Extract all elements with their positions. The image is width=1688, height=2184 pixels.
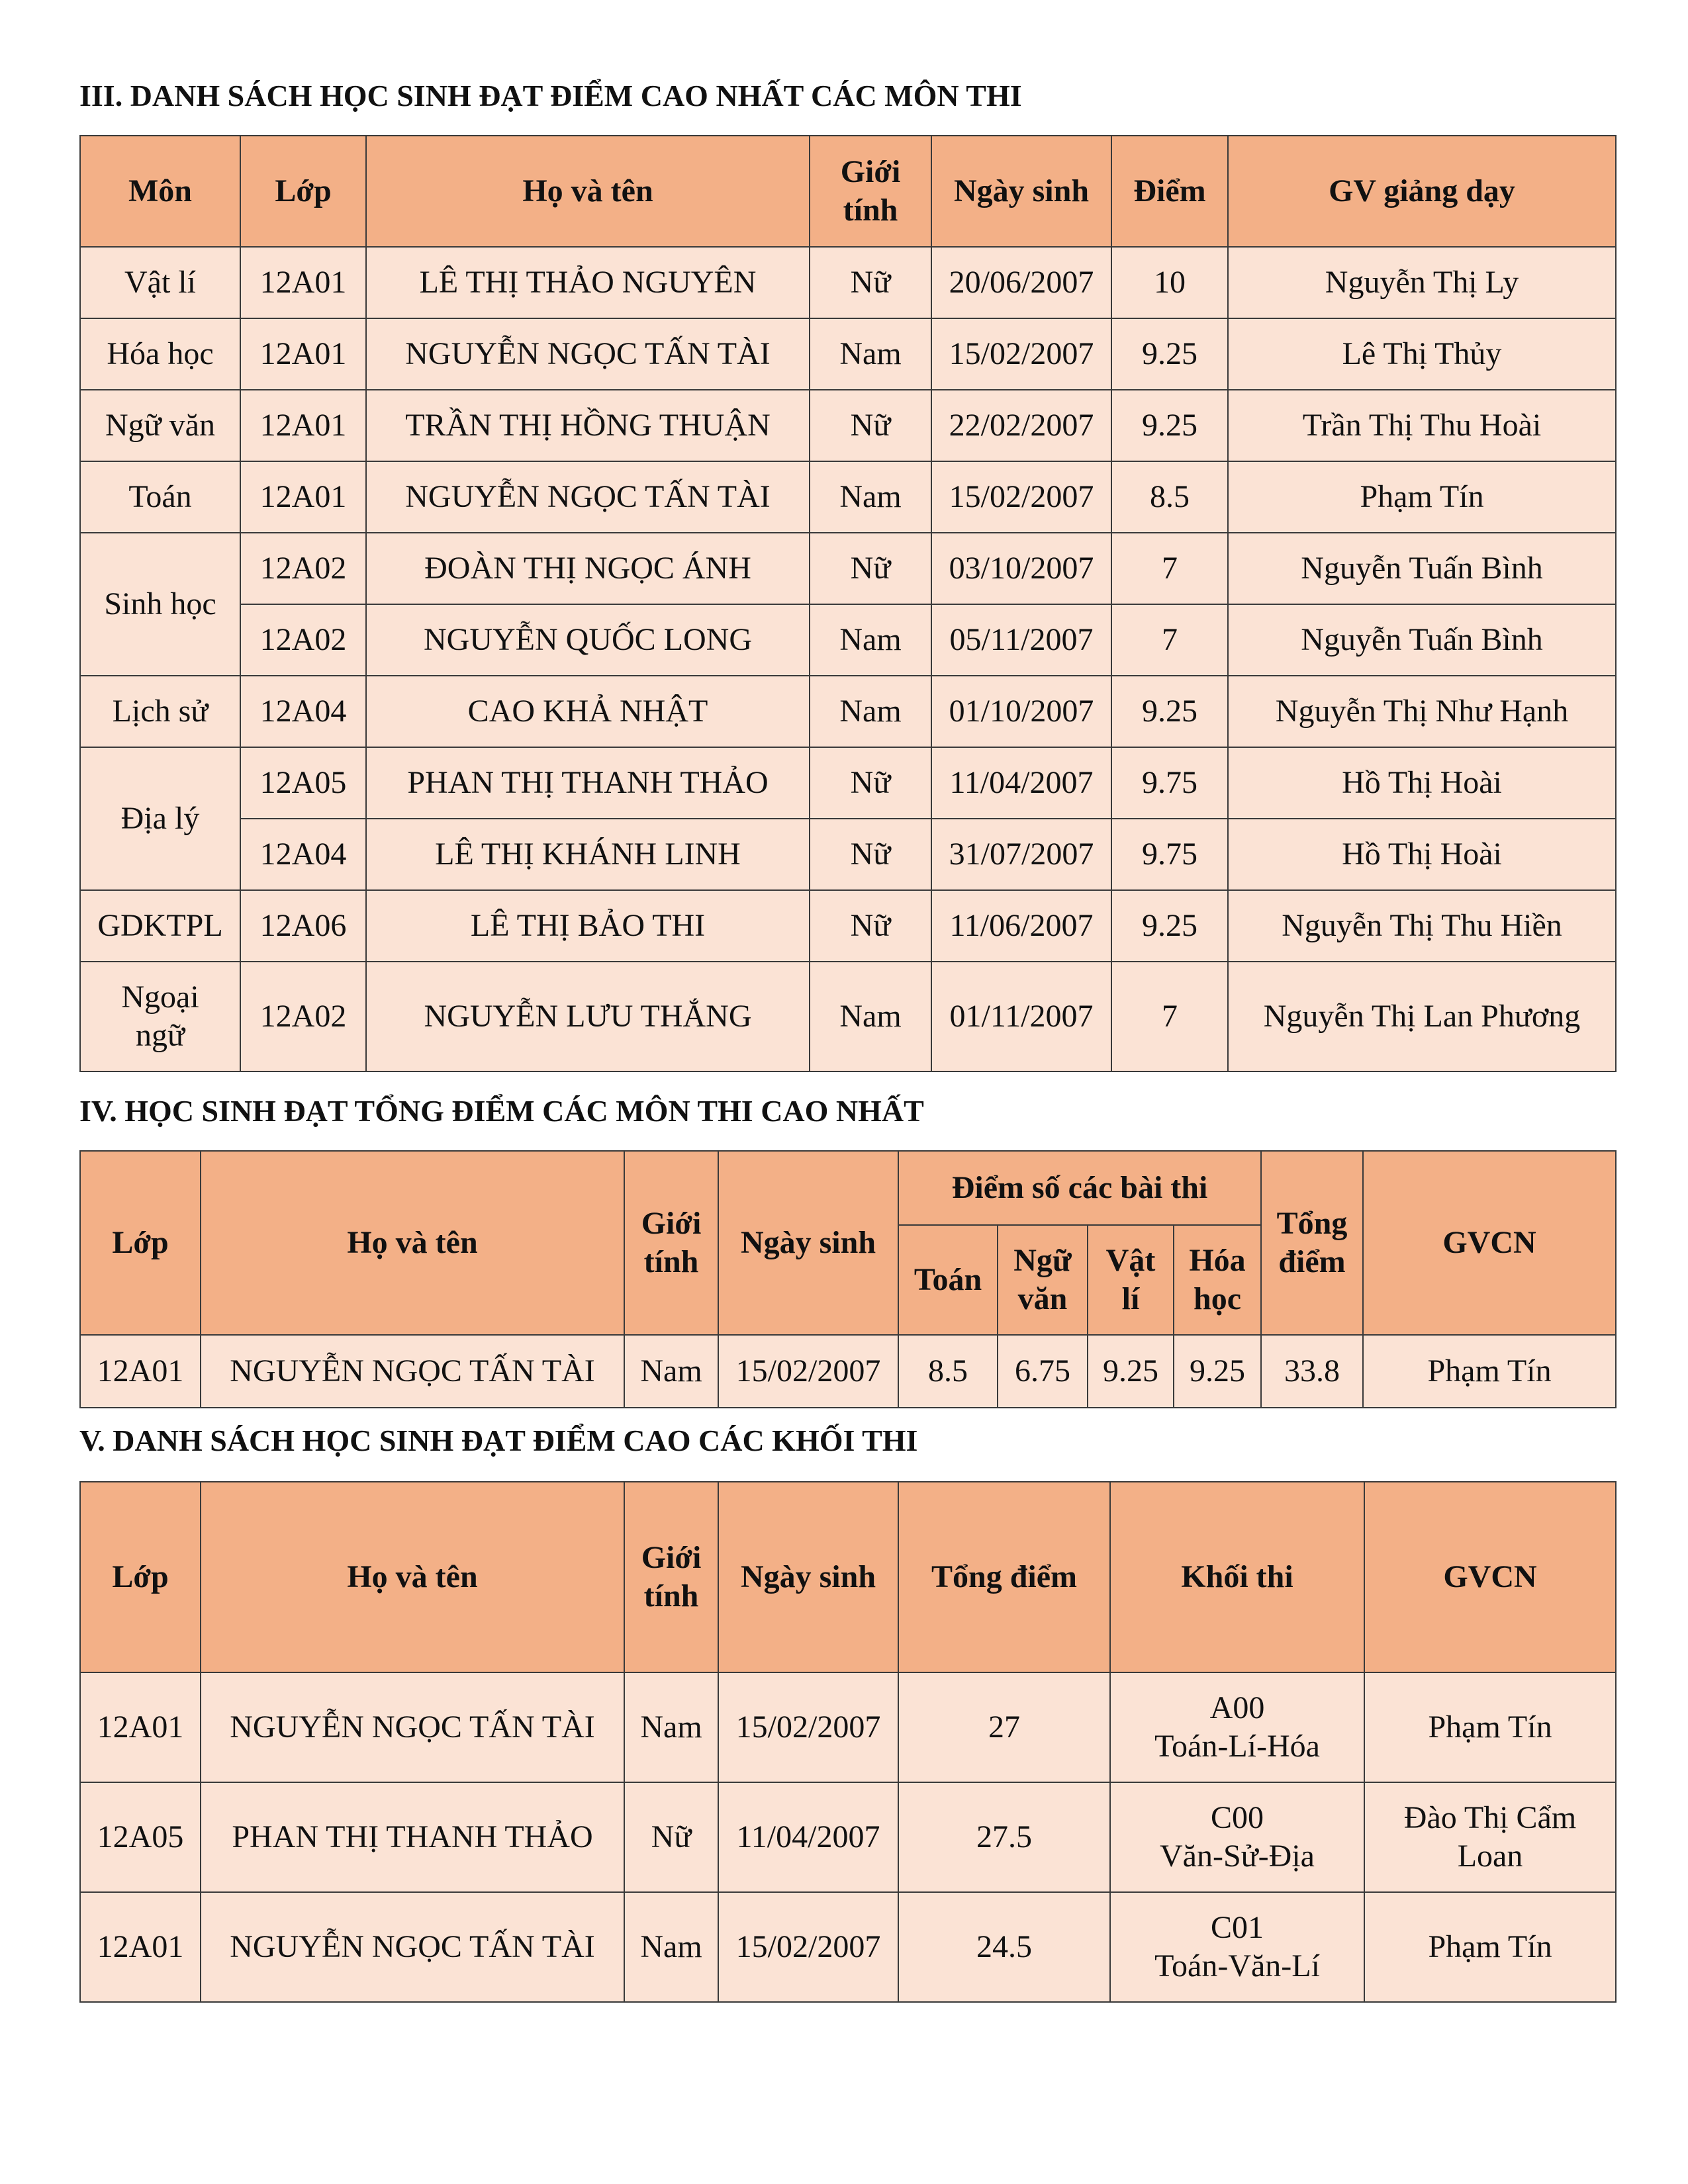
cell-teacher: Trần Thị Thu Hoài — [1228, 390, 1616, 461]
cell-score: 7 — [1111, 604, 1228, 676]
header-dob: Ngày sinh — [931, 136, 1111, 247]
cell-class: 12A01 — [80, 1335, 201, 1408]
header-vat-li-line1: Vật — [1105, 1243, 1156, 1278]
cell-total: 27 — [898, 1672, 1110, 1782]
section-5-title: V. DANH SÁCH HỌC SINH ĐẠT ĐIỂM CAO CÁC KHỐI THI — [79, 1424, 918, 1457]
cell-homeroom-line1: Phạm Tín — [1428, 1929, 1552, 1964]
table-row — [80, 247, 1616, 318]
cell-homeroom-line1: Phạm Tín — [1428, 1709, 1552, 1745]
cell-class: 12A02 — [240, 604, 366, 676]
table-row — [80, 533, 1616, 604]
table-row — [80, 1335, 1616, 1408]
cell-score: 9.25 — [1111, 676, 1228, 747]
table-header-row — [80, 136, 1616, 247]
cell-class: 12A05 — [240, 747, 366, 819]
table-row — [80, 1672, 1616, 1782]
cell-gender: Nữ — [810, 390, 931, 461]
cell-dob: 11/06/2007 — [931, 890, 1111, 962]
cell-name: NGUYỄN NGỌC TẤN TÀI — [366, 461, 810, 533]
cell-gender: Nữ — [624, 1782, 718, 1892]
header-dob: Ngày sinh — [718, 1151, 898, 1335]
top-total-score-table — [79, 1150, 1617, 1408]
header-total-line1: Tổng — [1276, 1206, 1348, 1241]
header-gender-line2: tính — [643, 1578, 699, 1614]
header-total: Tổng điểm — [898, 1482, 1110, 1672]
table-row — [80, 1892, 1616, 2002]
table-header-row — [80, 1151, 1616, 1225]
cell-class: 12A05 — [80, 1782, 201, 1892]
table-row — [80, 461, 1616, 533]
cell-gender: Nữ — [810, 890, 931, 962]
cell-name: LÊ THỊ KHÁNH LINH — [366, 819, 810, 890]
cell-subject: Lịch sử — [80, 676, 240, 747]
cell-teacher: Lê Thị Thủy — [1228, 318, 1616, 390]
cell-block — [1110, 1782, 1364, 1892]
cell-score: 7 — [1111, 962, 1228, 1071]
cell-dob: 15/02/2007 — [718, 1892, 898, 2002]
cell-teacher: Nguyễn Thị Như Hạnh — [1228, 676, 1616, 747]
header-hoa-hoc — [1174, 1225, 1261, 1335]
cell-dob: 05/11/2007 — [931, 604, 1111, 676]
cell-score: 10 — [1111, 247, 1228, 318]
cell-class: 12A04 — [240, 676, 366, 747]
cell-block-code: C01 — [1210, 1910, 1264, 1945]
header-gender — [624, 1482, 718, 1672]
cell-name: PHAN THỊ THANH THẢO — [366, 747, 810, 819]
header-teacher: GV giảng dạy — [1228, 136, 1616, 247]
header-gender — [624, 1151, 718, 1335]
header-gender — [810, 136, 931, 247]
cell-hoa-hoc: 9.25 — [1174, 1335, 1261, 1408]
section-4-title: IV. HỌC SINH ĐẠT TỔNG ĐIỂM CÁC MÔN THI CAO NHẤT — [79, 1094, 924, 1128]
header-hoa-hoc-line2: học — [1194, 1281, 1241, 1316]
cell-score: 9.75 — [1111, 819, 1228, 890]
cell-dob: 15/02/2007 — [718, 1672, 898, 1782]
cell-gender: Nam — [810, 318, 931, 390]
header-name: Họ và tên — [201, 1482, 624, 1672]
cell-gender: Nữ — [810, 533, 931, 604]
cell-score: 9.25 — [1111, 890, 1228, 962]
header-ngu-van — [998, 1225, 1088, 1335]
cell-name: TRẦN THỊ HỒNG THUẬN — [366, 390, 810, 461]
cell-block-code: C00 — [1210, 1800, 1264, 1835]
cell-gender: Nam — [624, 1672, 718, 1782]
cell-subject-line1: Ngoại — [121, 979, 199, 1015]
top-block-scores-table — [79, 1481, 1617, 2003]
cell-subject: Sinh học — [80, 533, 240, 676]
header-block: Khối thi — [1110, 1482, 1364, 1672]
table-header-row — [80, 1482, 1616, 1672]
cell-name: NGUYỄN LƯU THẮNG — [366, 962, 810, 1071]
cell-homeroom — [1364, 1782, 1616, 1892]
cell-subject: Vật lí — [80, 247, 240, 318]
table-row — [80, 676, 1616, 747]
cell-gender: Nam — [624, 1335, 718, 1408]
header-name: Họ và tên — [201, 1151, 624, 1335]
cell-name: PHAN THỊ THANH THẢO — [201, 1782, 624, 1892]
header-ngu-van-line2: văn — [1017, 1281, 1068, 1316]
cell-teacher: Nguyễn Tuấn Bình — [1228, 533, 1616, 604]
header-class: Lớp — [80, 1482, 201, 1672]
cell-teacher: Hồ Thị Hoài — [1228, 819, 1616, 890]
cell-score: 7 — [1111, 533, 1228, 604]
cell-ngu-van: 6.75 — [998, 1335, 1088, 1408]
header-name: Họ và tên — [366, 136, 810, 247]
cell-name: LÊ THỊ BẢO THI — [366, 890, 810, 962]
cell-teacher: Nguyễn Thị Lan Phương — [1228, 962, 1616, 1071]
header-toan: Toán — [898, 1225, 998, 1335]
cell-name: ĐOÀN THỊ NGỌC ÁNH — [366, 533, 810, 604]
header-scores-group: Điểm số các bài thi — [898, 1151, 1261, 1225]
table-row — [80, 747, 1616, 819]
cell-class: 12A01 — [240, 461, 366, 533]
cell-gender: Nam — [810, 461, 931, 533]
cell-name: NGUYỄN NGỌC TẤN TÀI — [366, 318, 810, 390]
cell-score: 9.25 — [1111, 390, 1228, 461]
cell-class: 12A02 — [240, 533, 366, 604]
cell-subject — [80, 962, 240, 1071]
cell-subject: Ngữ văn — [80, 390, 240, 461]
cell-gender: Nữ — [810, 247, 931, 318]
cell-dob: 01/11/2007 — [931, 962, 1111, 1071]
cell-score: 8.5 — [1111, 461, 1228, 533]
cell-name: NGUYỄN NGỌC TẤN TÀI — [201, 1672, 624, 1782]
cell-dob: 03/10/2007 — [931, 533, 1111, 604]
header-class: Lớp — [80, 1151, 201, 1335]
cell-score: 9.75 — [1111, 747, 1228, 819]
header-gender-line1: Giới — [840, 154, 901, 189]
table-row — [80, 604, 1616, 676]
cell-name: NGUYỄN NGỌC TẤN TÀI — [201, 1892, 624, 2002]
table-row — [80, 1782, 1616, 1892]
cell-subject: Toán — [80, 461, 240, 533]
cell-teacher: Nguyễn Tuấn Bình — [1228, 604, 1616, 676]
cell-total: 24.5 — [898, 1892, 1110, 2002]
header-vat-li-line2: lí — [1121, 1281, 1140, 1316]
header-subject: Môn — [80, 136, 240, 247]
header-gender-line2: tính — [643, 1244, 699, 1279]
table-row — [80, 390, 1616, 461]
cell-class: 12A01 — [240, 247, 366, 318]
header-gender-line1: Giới — [641, 1540, 702, 1575]
header-class: Lớp — [240, 136, 366, 247]
cell-total: 33.8 — [1261, 1335, 1363, 1408]
table-row — [80, 819, 1616, 890]
cell-teacher: Hồ Thị Hoài — [1228, 747, 1616, 819]
cell-total: 27.5 — [898, 1782, 1110, 1892]
cell-class: 12A04 — [240, 819, 366, 890]
table-row — [80, 318, 1616, 390]
header-gender-line2: tính — [843, 193, 898, 228]
cell-dob: 11/04/2007 — [931, 747, 1111, 819]
cell-dob: 15/02/2007 — [718, 1335, 898, 1408]
header-ngu-van-line1: Ngữ — [1013, 1243, 1072, 1278]
table-row — [80, 962, 1616, 1071]
cell-class: 12A01 — [80, 1672, 201, 1782]
cell-gender: Nam — [810, 962, 931, 1071]
cell-vat-li: 9.25 — [1088, 1335, 1174, 1408]
cell-block-subjects: Toán-Văn-Lí — [1154, 1948, 1320, 1983]
cell-dob: 20/06/2007 — [931, 247, 1111, 318]
cell-homeroom — [1364, 1672, 1616, 1782]
cell-class: 12A06 — [240, 890, 366, 962]
cell-subject: GDKTPL — [80, 890, 240, 962]
cell-gender: Nam — [624, 1892, 718, 2002]
header-dob: Ngày sinh — [718, 1482, 898, 1672]
header-total — [1261, 1151, 1363, 1335]
cell-homeroom-line1: Đào Thị Cẩm — [1403, 1800, 1577, 1835]
cell-name: NGUYỄN QUỐC LONG — [366, 604, 810, 676]
cell-class: 12A01 — [80, 1892, 201, 2002]
cell-name: CAO KHẢ NHẬT — [366, 676, 810, 747]
cell-dob: 22/02/2007 — [931, 390, 1111, 461]
cell-block-subjects: Văn-Sử-Địa — [1160, 1839, 1315, 1874]
cell-homeroom-line2: Loan — [1457, 1839, 1523, 1874]
cell-name: LÊ THỊ THẢO NGUYÊN — [366, 247, 810, 318]
cell-toan: 8.5 — [898, 1335, 998, 1408]
cell-subject-line2: ngữ — [135, 1018, 185, 1053]
cell-gender: Nữ — [810, 747, 931, 819]
cell-name: NGUYỄN NGỌC TẤN TÀI — [201, 1335, 624, 1408]
cell-teacher: Nguyễn Thị Thu Hiền — [1228, 890, 1616, 962]
cell-class: 12A02 — [240, 962, 366, 1071]
header-score: Điểm — [1111, 136, 1228, 247]
cell-block — [1110, 1672, 1364, 1782]
section-3-title: III. DANH SÁCH HỌC SINH ĐẠT ĐIỂM CAO NHẤT CÁC MÔN THI — [79, 79, 1022, 113]
cell-gender: Nam — [810, 676, 931, 747]
cell-subject: Địa lý — [80, 747, 240, 890]
cell-dob: 01/10/2007 — [931, 676, 1111, 747]
cell-class: 12A01 — [240, 318, 366, 390]
table-row — [80, 890, 1616, 962]
cell-teacher: Phạm Tín — [1228, 461, 1616, 533]
cell-subject: Hóa học — [80, 318, 240, 390]
header-total-line2: điểm — [1278, 1244, 1346, 1279]
cell-block-subjects: Toán-Lí-Hóa — [1154, 1729, 1320, 1764]
cell-dob: 11/04/2007 — [718, 1782, 898, 1892]
header-gender-line1: Giới — [641, 1206, 702, 1241]
cell-gender: Nữ — [810, 819, 931, 890]
cell-block-code: A00 — [1209, 1690, 1265, 1725]
cell-gender: Nam — [810, 604, 931, 676]
cell-class: 12A01 — [240, 390, 366, 461]
cell-dob: 15/02/2007 — [931, 318, 1111, 390]
cell-dob: 15/02/2007 — [931, 461, 1111, 533]
top-scores-by-subject-table — [79, 135, 1617, 1072]
header-vat-li — [1088, 1225, 1174, 1335]
cell-block — [1110, 1892, 1364, 2002]
cell-homeroom: Phạm Tín — [1363, 1335, 1616, 1408]
cell-score: 9.25 — [1111, 318, 1228, 390]
header-homeroom: GVCN — [1364, 1482, 1616, 1672]
cell-homeroom — [1364, 1892, 1616, 2002]
cell-dob: 31/07/2007 — [931, 819, 1111, 890]
header-hoa-hoc-line1: Hóa — [1189, 1243, 1246, 1278]
cell-teacher: Nguyễn Thị Ly — [1228, 247, 1616, 318]
header-homeroom: GVCN — [1363, 1151, 1616, 1335]
